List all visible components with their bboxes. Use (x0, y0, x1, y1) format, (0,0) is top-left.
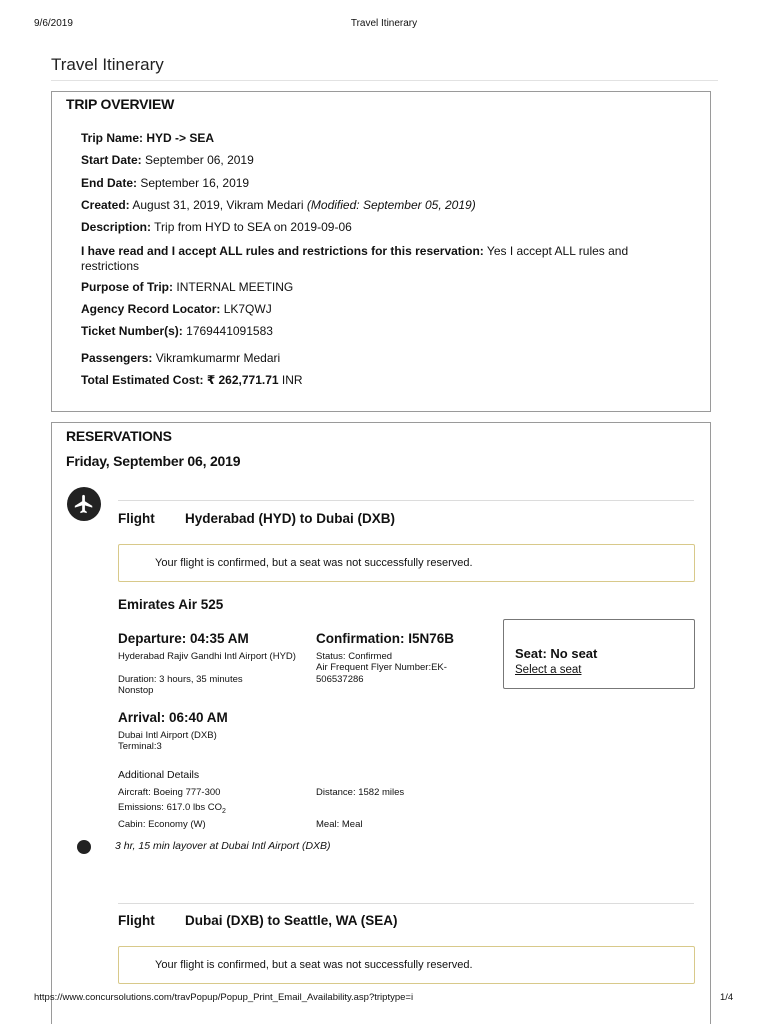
select-seat-link[interactable]: Select a seat (515, 664, 582, 676)
arrival-airport: Dubai Intl Airport (DXB) (118, 730, 217, 741)
trip-name-row: Trip Name: HYD -> SEA (81, 131, 215, 145)
flight2-label: Flight (118, 913, 155, 928)
additional-details-heading: Additional Details (118, 769, 200, 781)
flight2-route: Dubai (DXB) to Seattle, WA (SEA) (185, 913, 398, 928)
layover-info: 3 hr, 15 min layover at Dubai Intl Airport (DXB) (115, 840, 331, 852)
aircraft-type: Aircraft: Boeing 777-300 (118, 787, 221, 798)
description-row: Description: Trip from HYD to SEA on 2019-09-06 (81, 220, 352, 234)
trip-overview-heading: TRIP OVERVIEW (66, 96, 175, 112)
print-title: Travel Itinerary (350, 18, 418, 29)
departure-time: Departure: 04:35 AM (118, 631, 249, 646)
seat-status: Seat: No seat (515, 646, 598, 661)
locator-row: Agency Record Locator: LK7QWJ (81, 302, 272, 316)
flight1-label: Flight (118, 511, 155, 526)
passengers-row: Passengers: Vikramkumarmr Medari (81, 351, 281, 365)
flight2-seat-notice: Your flight is confirmed, but a seat was not successfully reserved. (118, 946, 695, 984)
purpose-row: Purpose of Trip: INTERNAL MEETING (81, 280, 294, 294)
reservations-heading: RESERVATIONS (66, 428, 172, 444)
flight-distance: Distance: 1582 miles (316, 787, 405, 798)
departure-airport: Hyderabad Rajiv Gandhi Intl Airport (HYD) (118, 651, 296, 662)
meal-info: Meal: Meal (316, 819, 363, 830)
created-row: Created: August 31, 2019, Vikram Medari (Modified: September 05, 2019) (81, 198, 476, 212)
flight-emissions: Emissions: 617.0 lbs $CO_2$ (118, 802, 226, 815)
rules-row: I have read and I accept ALL rules and restrictions for this reservation: Yes I accept ALL rules and restrictions (81, 244, 629, 273)
page-title: Travel Itinerary (51, 55, 164, 74)
flight-divider (118, 500, 694, 501)
booking-status: Status: Confirmed (316, 651, 393, 662)
flight-stops: Nonstop (118, 685, 154, 696)
print-url: https://www.concursolutions.com/travPopup/Popup_Print_Email_Availability.asp?triptype=i (34, 992, 414, 1003)
carrier-name: Emirates Air 525 (118, 597, 224, 612)
confirmation-number: Confirmation: I5N76B (316, 631, 455, 646)
ticket-row: Ticket Number(s): 1769441091583 (81, 324, 273, 338)
arrival-time: Arrival: 06:40 AM (118, 710, 228, 725)
cabin-class: Cabin: Economy (W) (118, 819, 206, 830)
layover-dot-icon (77, 840, 91, 854)
end-date-row: End Date: September 16, 2019 (81, 176, 250, 190)
print-date: 9/6/2019 (34, 18, 73, 29)
page-number: 1/4 (720, 992, 734, 1003)
start-date-row: Start Date: September 06, 2019 (81, 153, 254, 167)
reservation-day: Friday, September 06, 2019 (66, 453, 241, 469)
flight-duration: Duration: 3 hours, 35 minutes (118, 674, 243, 685)
flight1-seat-notice: Your flight is confirmed, but a seat was not successfully reserved. (118, 544, 695, 582)
flight1-route: Hyderabad (HYD) to Dubai (DXB) (185, 511, 396, 526)
flight2-divider (118, 903, 694, 904)
airplane-icon (67, 487, 101, 521)
total-cost-row: Total Estimated Cost: ₹ 262,771.71 INR (81, 373, 303, 387)
title-divider (51, 80, 718, 81)
frequent-flyer-number: Air Frequent Flyer Number:EK-506537286 (316, 662, 447, 685)
arrival-terminal: Terminal:3 (118, 741, 162, 752)
